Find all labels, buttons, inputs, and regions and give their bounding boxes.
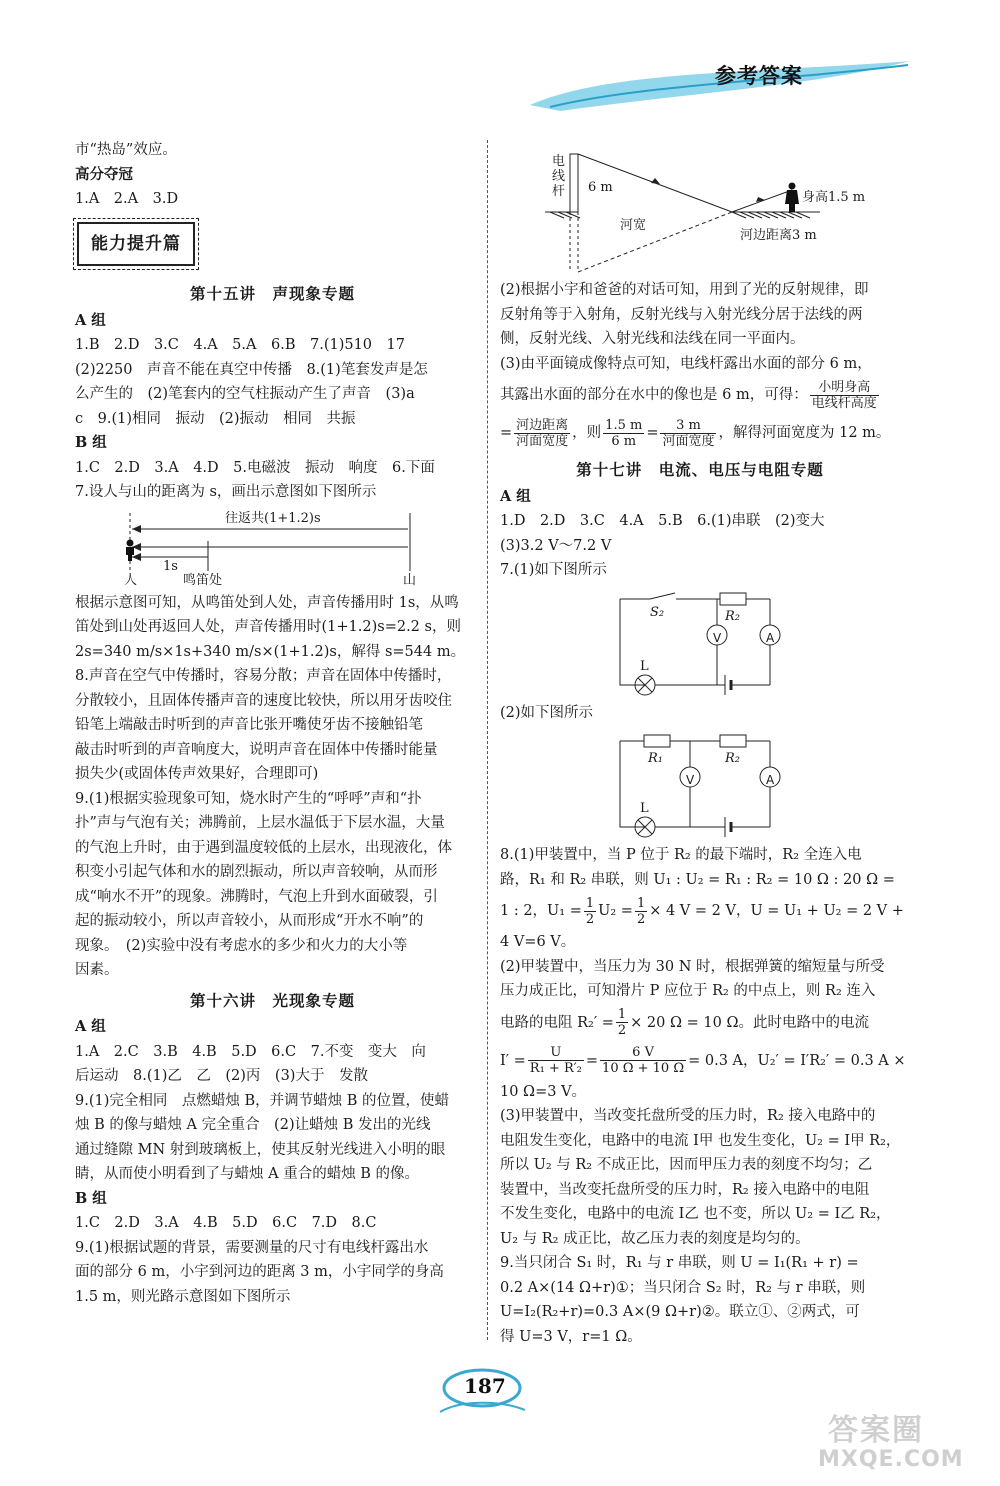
text-line: c 9.(1)相同 振动 (2)振动 相同 共振 [75, 410, 356, 427]
text-line: 装置中，当改变托盘所受的压力时，R₂ 接入电路中的电阻 [500, 1181, 870, 1198]
text-line: 1.5 m，则光路示意图如下图所示 [75, 1288, 291, 1305]
text-line: 因素。 [75, 962, 119, 978]
fraction-denominator: 2 [636, 911, 646, 927]
light-path-diagram [500, 144, 900, 274]
text-line: 笛处到山处再返回人处，声音传播用时(1+1.2)s=2.2 s，则 [75, 619, 461, 635]
person-label: 人 [124, 572, 138, 588]
eq1-prefix: 其露出水面的部分在水中的像也是 6 m，可得： [500, 387, 808, 403]
text-line: 4 V=6 V。 [500, 934, 576, 950]
lecture-16-group-a: A 组 [75, 1018, 106, 1035]
text-line: (2)2250 声音不能在真空中传播 8.(1)笔套发声是怎 [75, 361, 428, 378]
eq2-suffix: ，解得河面宽度为 12 m。 [718, 425, 891, 441]
q8-eq3-equals: = [585, 1052, 599, 1069]
left-column [75, 138, 470, 1309]
height-label: 身高1.5 m [802, 190, 866, 205]
eq2-mid: ，则 [572, 425, 602, 441]
fraction-numerator: 河边距离 [516, 417, 569, 433]
text-line: 成“响水不开”的现象。沸腾时，气泡上升到水面破裂，引 [75, 888, 438, 905]
text-line: 么产生的 (2)笔套内的空气柱振动产生了声音 (3)a [75, 386, 415, 402]
page-number: 187 [464, 1374, 506, 1398]
fraction-numerator: 小明身高 [810, 380, 879, 396]
eq2-equals: = [646, 425, 659, 441]
text-line: 1.A 2.C 3.B 4.B 5.D 6.C 7.不变 变大 向 [75, 1043, 426, 1060]
whistle-label: 鸣笛处 [183, 572, 223, 588]
fraction-denominator: 6 m [611, 433, 637, 449]
text-line: 不发生变化，电路中的电流 I乙 也不变，所以 U₂ = I乙 R₂， [500, 1206, 891, 1222]
lecture-15-title: 第十五讲 声现象专题 [189, 284, 355, 303]
distance-label: 河边距离3 m [740, 228, 817, 243]
fraction [810, 380, 879, 411]
fraction [660, 418, 716, 449]
text-line: 9.(1)根据实验现象可知，烧水时产生的“呼呼”声和“扑 [75, 790, 422, 807]
fraction-numerator: 1.5 m [605, 417, 643, 433]
fraction [514, 418, 570, 449]
fraction-numerator: U [528, 1045, 584, 1061]
text-line: 1.B 2.D 3.C 4.A 5.A 6.B 7.(1)510 17 [75, 337, 405, 353]
equation-line-5 [500, 1042, 906, 1080]
fraction [635, 896, 647, 927]
r1-label: R₁ [648, 751, 663, 766]
voltmeter-label: V [713, 630, 722, 645]
text-line: 积变小引起气体和水的剧烈振动，所以声音较响，从而形 [75, 864, 438, 880]
fraction-denominator: 河面宽度 [516, 433, 569, 449]
text-line: 敲击时听到的声音响度大，说明声音在固体中传播时能量 [75, 741, 438, 758]
lecture-16-title: 第十六讲 光现象专题 [189, 990, 355, 1010]
text-line: 所以 U₂ 与 R₂ 不成正比，因而甲压力表的刻度不均匀；乙 [500, 1157, 873, 1173]
fraction-denominator: 2 [585, 911, 595, 927]
fraction-denominator: 10 Ω + 10 Ω [602, 1061, 685, 1076]
text-line: 10 Ω=3 V。 [500, 1083, 587, 1100]
lecture-15-group-b: B 组 [75, 434, 107, 451]
text-line: 9.(1)完全相同 点燃蜡烛 B，并调节蜡烛 B 的位置，使蜡 [75, 1092, 450, 1109]
text-line: (2)甲装置中，当压力为 30 N 时，根据弹簧的缩短量与所受 [500, 958, 885, 975]
fraction-numerator: 6 V [600, 1045, 686, 1061]
fraction [616, 1007, 628, 1038]
watermark-logo: 答案圈 [828, 1413, 924, 1448]
eq2-lead: = [500, 425, 513, 441]
s2-label: S₂ [650, 604, 665, 620]
text-line: (3)由平面镜成像特点可知，电线杆露出水面的部分 6 m， [500, 355, 872, 372]
text-line: 反射角等于入射角，反射光线与入射光线分居于法线的两 [500, 306, 863, 323]
lamp-label: L [640, 658, 649, 674]
text-line: 8.声音在空气中传播时，容易分散；声音在固体中传播时， [75, 668, 452, 684]
equation-line-3 [500, 892, 904, 930]
text-line: U₂ 与 R₂ 成正比，故乙压力表的刻度是均匀的。 [500, 1230, 810, 1247]
round-trip-label: 往返共(1+1.2)s [225, 510, 321, 526]
text-line: 1.C 2.D 3.A 4.B 5.D 6.C 7.D 8.C [75, 1215, 377, 1231]
text-line: 8.(1)甲装置中，当 P 位于 R₂ 的最下端时，R₂ 全连入电 [500, 847, 862, 863]
text-line: (3)甲装置中，当改变托盘所受的压力时，R₂ 接入电路中的 [500, 1108, 876, 1124]
column-divider [487, 140, 488, 1340]
voltmeter-label: V [686, 773, 695, 787]
fraction-numerator: 1 [636, 895, 646, 911]
fraction-denominator: 电线杆高度 [811, 395, 877, 411]
text-line: 铅笔上端敲击时听到的声音比张开嘴使牙齿不接触铅笔 [75, 717, 423, 733]
lecture-17-group-a: A 组 [500, 487, 531, 505]
text-line: 后运动 8.(1)乙 乙 (2)丙 (3)大于 发散 [75, 1068, 368, 1084]
text-line: 9.(1)根据试题的背景，需要测量的尺寸有电线杆露出水 [75, 1239, 429, 1256]
text-line: 0.2 A×(14 Ω+r)①；当只闭合 S₂ 时，R₂ 与 r 串联，则 [500, 1279, 866, 1296]
q8-eq2-prefix: 电路的电阻 R₂′ = [500, 1014, 614, 1031]
text-line: 面的部分 6 m，小宇到河边的距离 3 m，小宇同学的身高 [75, 1264, 444, 1280]
fraction-numerator: 1 [585, 895, 595, 911]
ammeter-label: A [766, 630, 775, 645]
fraction-denominator: 河面宽度 [662, 433, 715, 449]
lamp-label: L [640, 801, 649, 816]
text-line: (2)根据小宇和爸爸的对话可知，用到了光的反射规律，即 [500, 282, 869, 298]
one-second-label: 1s [163, 558, 178, 574]
lecture-15-group-a: A 组 [75, 311, 106, 329]
echo-diagram [75, 509, 470, 587]
circuit-diagram-1 [500, 587, 900, 697]
ammeter-label: A [766, 773, 775, 787]
pole-height-label: 6 m [588, 180, 613, 195]
text-line: 路，R₁ 和 R₂ 串联，则 U₁ : U₂ = R₁ : R₂ = 10 Ω : 20 Ω = [500, 871, 895, 888]
fraction-denominator: R₁ + R′₂ [529, 1061, 582, 1076]
text-line: 侧，反射光线、入射光线和法线在同一平面内。 [500, 331, 805, 347]
fraction-denominator: 2 [617, 1023, 627, 1038]
intro-line: 市“热岛”效应。 [75, 142, 177, 158]
river-width-label: 河宽 [620, 218, 647, 233]
text-line: 分散较小，且固体传播声音的速度比较快，所以用牙齿咬住 [75, 692, 452, 709]
equation-line-4 [500, 1004, 900, 1042]
high-score-answers: 1.A 2.A 3.D [75, 191, 179, 207]
text-line: 得 U=3 V，r=1 Ω。 [500, 1328, 642, 1345]
fraction-numerator: 1 [617, 1007, 627, 1022]
lecture-16-group-b: B 组 [75, 1189, 107, 1207]
fraction [603, 418, 644, 449]
fraction-numerator: 3 m [660, 418, 716, 434]
fraction [600, 1045, 686, 1076]
text-line: 1.D 2.D 3.C 4.A 5.B 6.(1)串联 (2)变大 [500, 513, 825, 529]
text-line: 7.设人与山的距离为 s，画出示意图如下图所示 [75, 484, 377, 500]
equation-line-1 [500, 376, 900, 414]
watermark-url: MXQE.COM [818, 1447, 964, 1472]
circuit-diagram-2 [500, 729, 900, 839]
fraction [584, 896, 596, 927]
equation-line-2 [500, 414, 900, 452]
text-line: 2s=340 m/s×1s+340 m/s×(1+1.2)s，解得 s=544 m。 [75, 643, 466, 660]
section-banner: 能力提升篇 [77, 222, 195, 267]
text-line: 损失少(或固体传声效果好，合理即可) [75, 766, 319, 782]
text-line: 1.C 2.D 3.A 4.D 5.电磁波 振动 响度 6.下面 [75, 459, 435, 476]
text-line: 烛 B 的像与蜡烛 A 完全重合 (2)让蜡烛 B 发出的光线 [75, 1117, 431, 1133]
text-line: 7.(1)如下图所示 [500, 562, 607, 578]
figure-2-caption: (2)如下图所示 [500, 704, 594, 721]
text-line: 通过缝隙 MN 射到玻璃板上，使其反射光线进入小明的眼 [75, 1141, 446, 1158]
text-line: 电阻发生变化，电路中的电流 I甲 也发生变化，U₂ = I甲 R₂， [500, 1132, 901, 1149]
right-column [500, 140, 906, 1349]
text-line: 扑”声与气泡有关；沸腾前，上层水温低于下层水温，大量 [75, 815, 445, 831]
text-line: 现象。 (2)实验中没有考虑水的多少和火力的大小等 [75, 937, 408, 954]
text-line: 根据示意图可知，从鸣笛处到人处，声音传播用时 1s，从鸣 [75, 594, 459, 611]
q8-eq-prefix: 1 : 2，U₁ = [500, 903, 582, 919]
lecture-17-title: 第十七讲 电流、电压与电阻专题 [576, 460, 824, 479]
r2-label: R₂ [725, 751, 740, 766]
q8-eq3-suffix: = 0.3 A，U₂′ = I′R₂′ = 0.3 A × [688, 1052, 906, 1069]
text-line: 9.当只闭合 S₁ 时，R₁ 与 r 串联，则 U = I₁(R₁ + r) = [500, 1255, 859, 1271]
fraction [528, 1045, 584, 1076]
high-score-title: 高分夺冠 [75, 165, 133, 183]
text-line: 压力成正比，可知滑片 P 应位于 R₂ 的中点上，则 R₂ 连入 [500, 983, 876, 999]
q8-eq3-prefix: I′ = [500, 1052, 526, 1069]
text-line: (3)3.2 V～7.2 V [500, 537, 612, 554]
header-title: 参考答案 [715, 64, 803, 88]
mountain-label: 山 [403, 572, 417, 588]
q8-eq2-suffix: × 20 Ω = 10 Ω。此时电路中的电流 [630, 1014, 869, 1031]
pole-label: 电线杆 [552, 154, 566, 199]
q8-eq-mid: U₂ = [598, 903, 633, 919]
q8-eq-suffix: × 4 V = 2 V，U = U₁ + U₂ = 2 V + [649, 903, 904, 919]
text-line: 睛，从而使小明看到了与蜡烛 A 重合的蜡烛 B 的像。 [75, 1166, 420, 1182]
text-line: U=I₂(R₂+r)=0.3 A×(9 Ω+r)②。联立①、②两式，可 [500, 1304, 860, 1320]
r2-label: R₂ [725, 608, 740, 624]
text-line: 的气泡上升时，由于遇到温度较低的上层水，出现液化，体 [75, 839, 452, 856]
text-line: 起的振动较小，所以声音较小，从而形成“开水不响”的 [75, 913, 424, 929]
